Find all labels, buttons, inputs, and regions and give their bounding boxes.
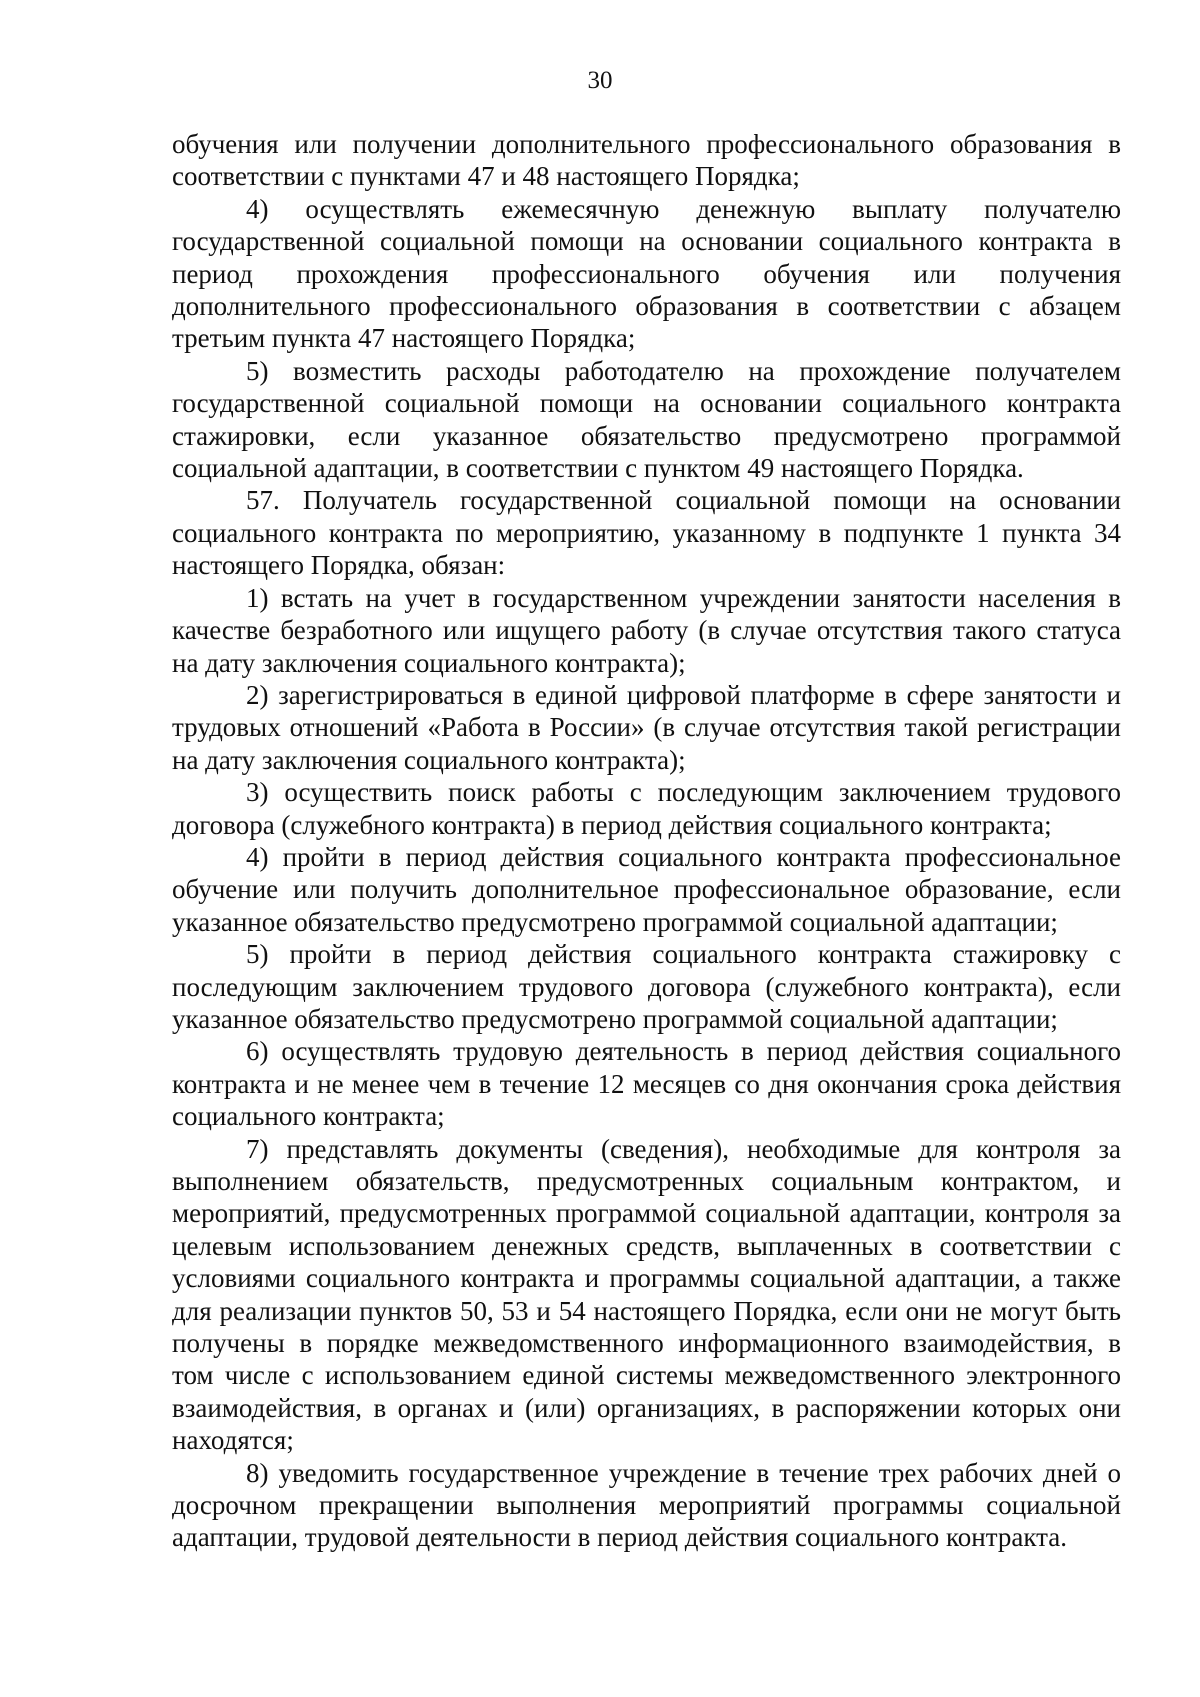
paragraph-57-item-4: 4) пройти в период действия социального контракта профессиональное обучение или получить дополнительное профессиональное образование, если указанное обязательство предусмотрено программой социальной адаптации; [172, 841, 1121, 937]
paragraph-item-5: 5) возместить расходы работодателю на прохождение получателем государственной социальной помощи на основании социального контракта стажировки, если указанное обязательство предусмотрено программой социальной адаптации, в соответствии с пунктом 49 настоящего Порядка. [172, 355, 1121, 484]
paragraph-clause-57: 57. Получатель государственной социальной помощи на основании социального контракта по мероприятию, указанному в подпункте 1 пункта 34 настоящего Порядка, обязан: [172, 485, 1121, 581]
paragraph-57-item-1: 1) встать на учет в государственном учреждении занятости населения в качестве безработного или ищущего работу (в случае отсутствия такого статуса на дату заключения социального контракта); [172, 582, 1121, 678]
paragraph-57-item-8: 8) уведомить государственное учреждение в течение трех рабочих дней о досрочном прекращении выполнения мероприятий программы социальной адаптации, трудовой деятельности в период действия социального контракта. [172, 1457, 1121, 1553]
paragraph-57-item-6: 6) осуществлять трудовую деятельность в период действия социального контракта и не менее чем в течение 12 месяцев со дня окончания срока действия социального контракта; [172, 1036, 1121, 1132]
paragraph-57-item-3: 3) осуществить поиск работы с последующим заключением трудового договора (служебного контракта) в период действия социального контракта; [172, 777, 1121, 840]
paragraph-57-item-2: 2) зарегистрироваться в единой цифровой платформе в сфере занятости и трудовых отношений «Работа в России» (в случае отсутствия такой регистрации на дату заключения социального контракта); [172, 679, 1121, 775]
page-number: 30 [587, 67, 613, 94]
paragraph-57-item-7: 7) представлять документы (сведения), необходимые для контроля за выполнением обязательств, предусмотренных социальным контрактом, и мероприятий, предусмотренных программой социальной адаптации, контроля за целевым использованием денежных средств, выплаченных в соответствии с условиями социального контракта и программы социальной адаптации, а также для реализации пунктов 50, 53 и 54 настоящего Порядка, если они не могут быть получены в порядке межведомственного информационного взаимодействия, в том числе с использованием единой системы межведомственного электронного взаимодействия, в органах и (или) организациях, в распоряжении которых они находятся; [172, 1133, 1121, 1456]
paragraph-item-4: 4) осуществлять ежемесячную денежную выплату получателю государственной социальной помощи на основании социального контракта в период прохождения профессионального обучения или получения дополнительного профессионального образования в соответствии с абзацем третьим пункта 47 настоящего Порядка; [172, 193, 1121, 354]
paragraph-57-item-5: 5) пройти в период действия социального контракта стажировку с последующим заключением трудового договора (служебного контракта), если указанное обязательство предусмотрено программой социальной адаптации; [172, 939, 1121, 1034]
paragraph-continuation: обучения или получении дополнительного профессионального образования в соответствии с пунктами 47 и 48 настоящего Порядка; [172, 129, 1121, 192]
document-body [172, 128, 1121, 1554]
